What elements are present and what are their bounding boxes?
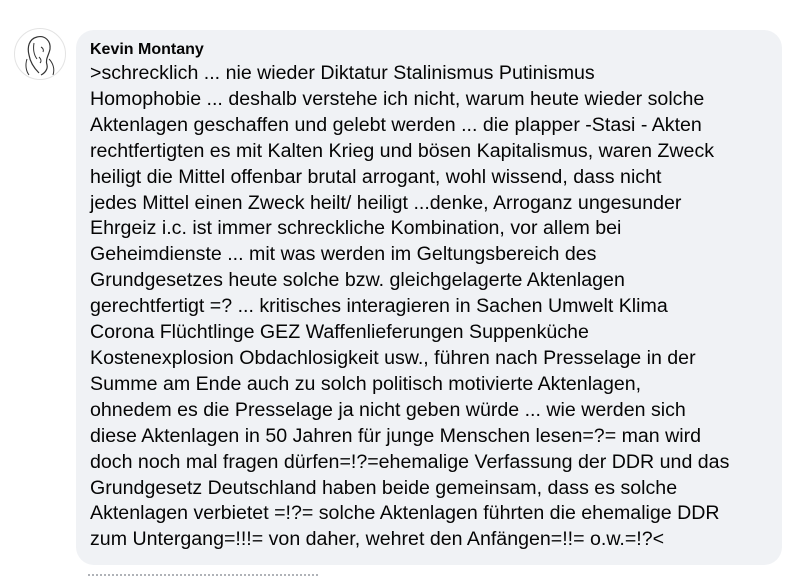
comment-text-line: Corona Flüchtlinge GEZ Waffenlieferungen Suppenküche bbox=[90, 321, 589, 344]
comment-text-line: gerechtfertigt =? ... kritisches interagieren in Sachen Umwelt Klima bbox=[90, 295, 668, 318]
comment-text-line: ohnedem es die Presselage ja nicht geben würde ... wie werden sich bbox=[90, 398, 686, 421]
comment-text-line: jedes Mittel einen Zweck heilt/ heiligt ...denke, Arroganz ungesunder bbox=[90, 191, 682, 214]
comment-text-line: Summe am Ende auch zu solch politisch motivierte Aktenlagen, bbox=[90, 372, 642, 395]
comment-bubble bbox=[76, 30, 782, 565]
avatar[interactable] bbox=[14, 28, 66, 80]
comment-text-line: rechtfertigten es mit Kalten Krieg und bösen Kapitalismus, waren Zweck bbox=[90, 139, 715, 162]
sketch-portrait-icon bbox=[15, 29, 65, 79]
comment-text-line: Kostenexplosion Obdachlosigkeit usw., führen nach Presselage in der bbox=[90, 346, 696, 369]
comment-text-line: Grundgesetzes heute solche bzw. gleichgelagerte Aktenlagen bbox=[90, 269, 625, 292]
comment-text-line: Homophobie ... deshalb verstehe ich nicht, warum heute wieder solche bbox=[90, 87, 705, 110]
comment-author[interactable]: Kevin Montany bbox=[90, 41, 204, 58]
comment-text bbox=[90, 61, 768, 553]
comment-text-line: >schrecklich ... nie wieder Diktatur Stalinismus Putinismus bbox=[90, 62, 595, 84]
comment-text-line: Geheimdienste ... mit was werden im Geltungsbereich des bbox=[90, 243, 597, 266]
comment-text-line: doch noch mal fragen dürfen=!?=ehemalige Verfassung der DDR und das bbox=[90, 450, 730, 473]
comment-text-line: Ehrgeiz i.c. ist immer schreckliche Kombination, vor allem bei bbox=[90, 217, 622, 240]
comment-actions-hint bbox=[88, 574, 318, 580]
comment-text-line: diese Aktenlagen in 50 Jahren für junge Menschen lesen=?= man wird bbox=[90, 424, 702, 447]
comment-text-line: Aktenlagen verbietet =!?= solche Aktenlagen führten die ehemalige DDR bbox=[90, 502, 720, 525]
comment-text-line: zum Untergang=!!!= von daher, wehret den Anfängen=!!= o.w.=!?< bbox=[90, 528, 665, 551]
comment-text-line: heiligt die Mittel offenbar brutal arrogant, wohl wissend, dass nicht bbox=[90, 165, 662, 188]
comment-text-line: Grundgesetz Deutschland haben beide gemeinsam, dass es solche bbox=[90, 476, 678, 499]
comment-text-line: Aktenlagen geschaffen und gelebt werden ... die plapper -Stasi - Akten bbox=[90, 113, 702, 136]
